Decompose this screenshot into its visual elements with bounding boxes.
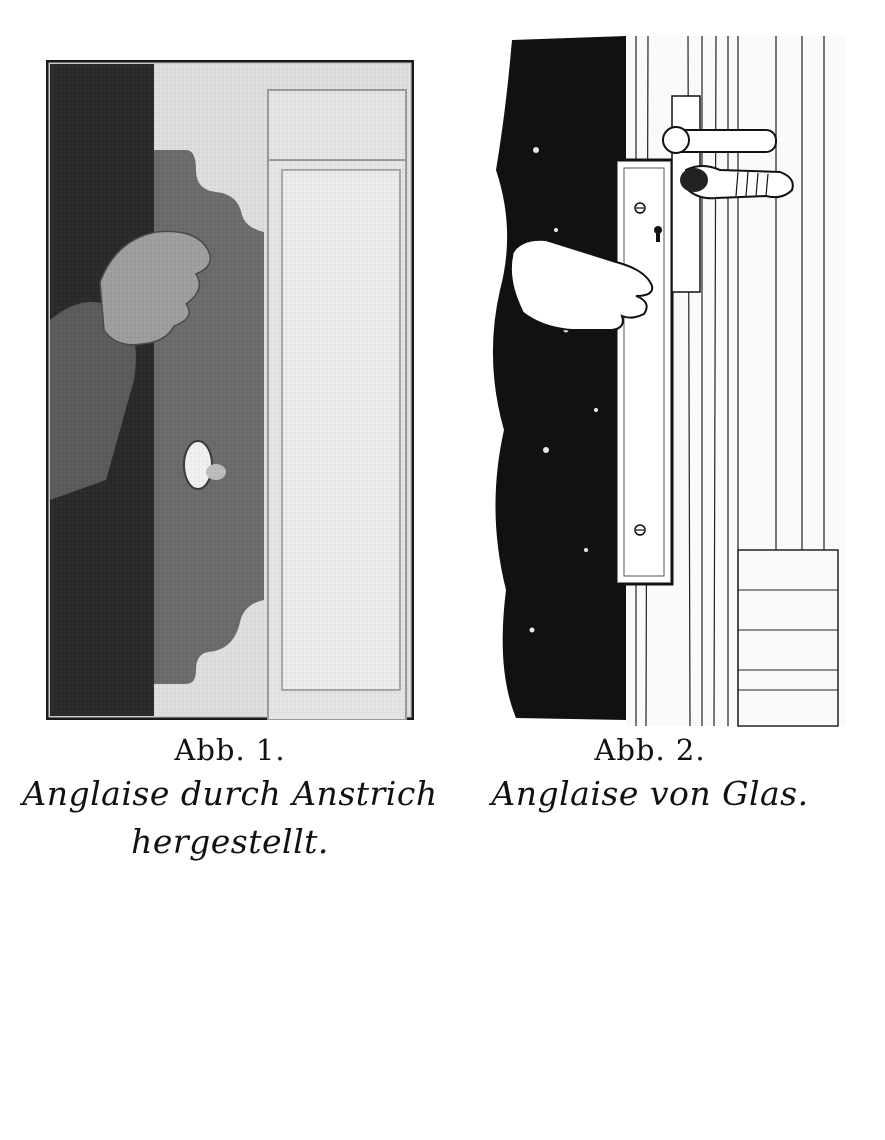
figure-2-caption xyxy=(460,730,840,818)
door-drawing-illustration xyxy=(476,30,848,730)
figure-1-caption xyxy=(10,730,450,866)
figure-1-caption-line1: Anglaise durch Anstrich xyxy=(22,774,438,813)
figure-1-label: Abb. 1. xyxy=(174,733,286,767)
figure-1-caption-line2: hergestellt. xyxy=(131,822,329,861)
figure-2-drawing xyxy=(476,30,848,730)
figure-2-label: Abb. 2. xyxy=(594,733,706,767)
figure-2-caption-line1: Anglaise von Glas. xyxy=(491,774,809,813)
figure-1-photo xyxy=(46,60,414,720)
door-photo-illustration xyxy=(46,60,414,720)
